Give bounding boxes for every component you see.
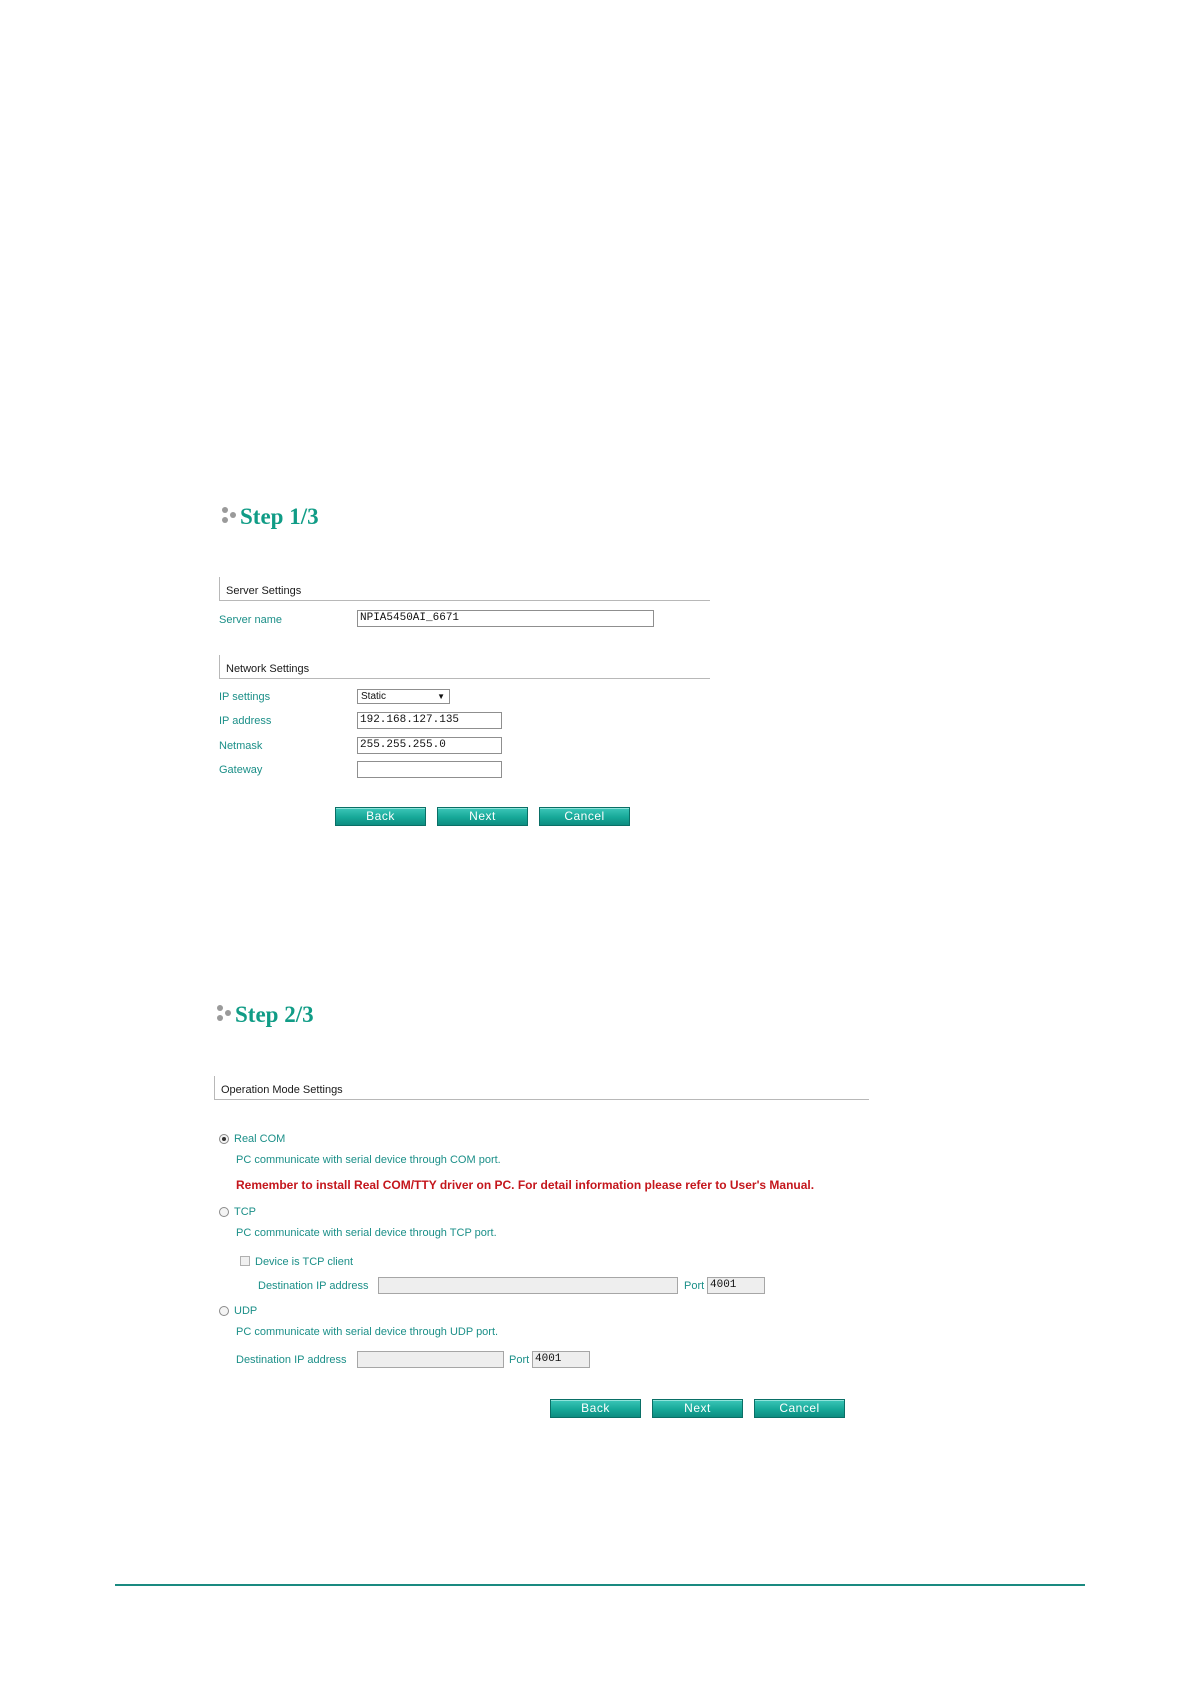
operation-mode-header: Operation Mode Settings	[214, 1076, 869, 1100]
netmask-label: Netmask	[219, 740, 263, 752]
step2-title: Step 2/3	[235, 1002, 314, 1027]
step-bullet-icon	[217, 1005, 233, 1023]
ip-settings-value: Static	[361, 691, 387, 702]
udp-radio[interactable]	[219, 1306, 229, 1316]
tcp-description: PC communicate with serial device through TCP port.	[236, 1227, 497, 1239]
tcp-client-checkbox[interactable]	[240, 1256, 250, 1266]
ip-settings-select[interactable]	[357, 689, 450, 704]
real-com-warning: Remember to install Real COM/TTY driver on PC. For detail information please refer to User's Manual.	[236, 1178, 815, 1192]
gateway-label: Gateway	[219, 764, 263, 776]
server-settings-header: Server Settings	[219, 577, 710, 601]
step1-title: Step 1/3	[240, 504, 319, 529]
server-name-input[interactable]: NPIA5450AI_6671	[357, 610, 654, 627]
tcp-port-label: Port	[684, 1280, 705, 1292]
ip-address-label: IP address	[219, 715, 272, 727]
real-com-radio[interactable]	[219, 1134, 229, 1144]
tcp-dest-ip-input[interactable]	[378, 1277, 678, 1294]
step2-back-button[interactable]: Back	[550, 1399, 641, 1418]
real-com-description: PC communicate with serial device through COM port.	[236, 1154, 501, 1166]
real-com-label[interactable]: Real COM	[234, 1133, 286, 1145]
udp-port-label: Port	[509, 1354, 530, 1366]
ip-settings-label: IP settings	[219, 691, 271, 703]
step1-cancel-button[interactable]: Cancel	[539, 807, 630, 826]
step1-next-button[interactable]: Next	[437, 807, 528, 826]
step2-cancel-button[interactable]: Cancel	[754, 1399, 845, 1418]
ip-address-input[interactable]: 192.168.127.135	[357, 712, 502, 729]
tcp-client-label[interactable]: Device is TCP client	[255, 1256, 354, 1268]
udp-dest-ip-input[interactable]	[357, 1351, 504, 1368]
step-bullet-icon	[222, 507, 238, 525]
tcp-port-input[interactable]: 4001	[707, 1277, 765, 1294]
udp-port-input[interactable]: 4001	[532, 1351, 590, 1368]
network-settings-header: Network Settings	[219, 655, 710, 679]
tcp-label[interactable]: TCP	[234, 1206, 256, 1218]
tcp-dest-ip-label: Destination IP address	[258, 1280, 369, 1292]
server-name-label: Server name	[219, 614, 282, 626]
udp-label[interactable]: UDP	[234, 1305, 258, 1317]
udp-dest-ip-label: Destination IP address	[236, 1354, 347, 1366]
udp-description: PC communicate with serial device through UDP port.	[236, 1326, 499, 1338]
footer-divider	[115, 1584, 1085, 1586]
gateway-input[interactable]	[357, 761, 502, 778]
tcp-radio[interactable]	[219, 1207, 229, 1217]
netmask-input[interactable]: 255.255.255.0	[357, 737, 502, 754]
chevron-down-icon: ▼	[437, 692, 445, 701]
step2-next-button[interactable]: Next	[652, 1399, 743, 1418]
step1-back-button[interactable]: Back	[335, 807, 426, 826]
